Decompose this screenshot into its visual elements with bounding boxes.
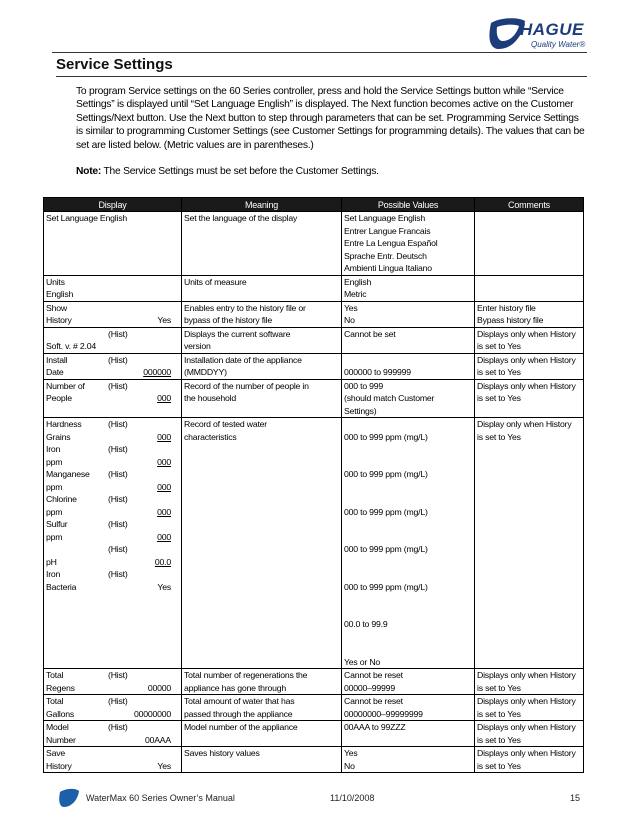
meaning-cell (182, 747, 342, 773)
display-label: Chlorine (46, 494, 77, 504)
display-line (46, 276, 179, 289)
comments-cell (475, 327, 584, 353)
display-label: History (46, 315, 72, 325)
display-value: Yes (157, 760, 171, 771)
header-meaning: Meaning (182, 198, 342, 212)
values-cell (342, 379, 475, 418)
display-value (142, 518, 179, 531)
display-value (108, 288, 179, 301)
display-line (46, 734, 179, 747)
display-line (46, 518, 179, 531)
display-label: Grains (46, 431, 71, 442)
values-line: 00AAA to 99ZZZ (344, 722, 406, 732)
values-line (344, 593, 472, 606)
comments-line: is set to Yes (477, 431, 521, 442)
comments-line: is set to Yes (477, 341, 521, 351)
values-line: Cannot be reset (344, 696, 403, 706)
values-cell (342, 301, 475, 327)
display-cell (44, 379, 182, 418)
comments-cell (475, 275, 584, 301)
meaning-cell (182, 212, 342, 276)
intro-paragraph: To program Service settings on the 60 Series controller, press and hold the Service Settings button while “Service Settings” is displayed until “Set Language English” is displayed. The Next function becomes active on the Customer Settings/Next button. Use the Next button to step through parameters that can be set. Programming Service Settings is similar to programming Customer Settings (see Customer Settings for programming details). The values that can be set are listed below. (Metric values are in parentheses.) (76, 86, 585, 151)
display-hist: (Hist) (108, 519, 128, 529)
display-line (46, 328, 179, 341)
display-value: 00000 (147, 682, 171, 693)
display-value (142, 354, 179, 367)
meaning-line: Record of tested water (184, 419, 268, 429)
display-line (46, 354, 179, 367)
values-line: 00.0 to 99.9 (344, 619, 388, 629)
display-line (46, 468, 179, 481)
comments-line: Enter history file (477, 302, 536, 313)
comments-cell (475, 418, 584, 669)
comments-line: is set to Yes (477, 367, 521, 377)
meaning-cell (182, 418, 342, 669)
values-line: No (344, 760, 355, 771)
display-value (142, 418, 179, 431)
comments-line: Displays only when History (477, 696, 576, 706)
display-label: Install (46, 354, 68, 365)
meaning-line: the household (184, 393, 236, 403)
values-cell (342, 669, 475, 695)
header-display: Display (44, 198, 182, 212)
values-line: Set Language English (344, 213, 426, 223)
meaning-line: version (184, 341, 211, 351)
meaning-line: appliance has gone through (184, 682, 287, 693)
display-label: Total (46, 696, 64, 706)
logo-brand-text: HAGUE (520, 20, 584, 39)
values-line: Yes (344, 302, 358, 313)
meaning-line: Saves history values (184, 748, 260, 758)
display-hist: (Hist) (108, 722, 128, 732)
display-value (108, 276, 179, 289)
display-value: 00000000 (133, 708, 171, 719)
display-label: ppm (46, 531, 63, 542)
values-line: Ambienti Lingua Italiano (344, 263, 432, 273)
display-label: Soft. v. # 2.04 (46, 341, 96, 351)
hague-logo (487, 15, 605, 57)
display-cell (44, 721, 182, 747)
display-hist: (Hist) (108, 670, 128, 680)
footer-date: 11/10/2008 (330, 793, 375, 803)
display-hist: (Hist) (108, 494, 128, 504)
display-line (46, 682, 179, 695)
table-row (44, 353, 584, 379)
display-value (127, 212, 179, 225)
comments-cell (475, 212, 584, 276)
display-line (46, 366, 179, 379)
meaning-line: Total number of regenerations the (184, 670, 308, 680)
display-cell (44, 212, 182, 276)
comments-line: Displays only when History (477, 380, 576, 391)
display-label: Set Language English (46, 213, 128, 223)
section-rule (56, 76, 587, 77)
display-value (142, 380, 179, 393)
display-label: Date (46, 367, 64, 377)
display-label: Number of (46, 380, 85, 391)
display-line (46, 531, 179, 544)
table-header-row (44, 198, 584, 212)
comments-line: is set to Yes (477, 393, 521, 403)
display-value: 000 (157, 393, 171, 403)
comments-line: Bypass history file (477, 315, 544, 325)
comments-line: Displays only when History (477, 748, 576, 758)
display-label (46, 543, 108, 556)
display-label: Units (46, 276, 65, 287)
comments-cell (475, 669, 584, 695)
values-line (344, 518, 472, 531)
display-value: 000 (157, 431, 171, 442)
display-hist: (Hist) (108, 569, 128, 579)
comments-line: is set to Yes (477, 760, 521, 771)
display-hist: (Hist) (108, 696, 128, 706)
values-line: Entre La Lengua Español (344, 238, 438, 248)
display-hist: (Hist) (108, 354, 128, 365)
comments-cell (475, 353, 584, 379)
values-line: Settings) (344, 405, 377, 416)
values-line (344, 556, 472, 569)
display-line (46, 314, 179, 327)
meaning-cell (182, 301, 342, 327)
comments-line: Displays only when History (477, 722, 576, 732)
display-line (46, 456, 179, 469)
display-value (108, 302, 179, 315)
display-value: 00AAA (144, 734, 171, 745)
comments-line: is set to Yes (477, 708, 521, 719)
display-value: 000 (157, 506, 171, 517)
values-line: 000 to 999 ppm (mg/L) (344, 544, 428, 554)
display-line (46, 747, 179, 760)
table-body (44, 212, 584, 773)
values-line (344, 531, 472, 544)
values-line (344, 493, 472, 506)
display-label: pH (46, 556, 57, 567)
values-line: Yes or No (344, 656, 381, 667)
values-line: Cannot be reset (344, 670, 403, 680)
comments-line: Displays only when History (477, 670, 576, 680)
display-cell (44, 353, 182, 379)
display-line (46, 392, 179, 405)
values-line: 000000 to 999999 (344, 367, 411, 377)
display-line (46, 302, 179, 315)
values-line: 000 to 999 ppm (mg/L) (344, 431, 428, 442)
logo-tagline: Quality Water® (531, 40, 586, 49)
meaning-cell (182, 695, 342, 721)
values-cell (342, 695, 475, 721)
values-line: Metric (344, 289, 367, 299)
display-label: ppm (46, 506, 63, 517)
values-cell (342, 275, 475, 301)
table-row (44, 379, 584, 418)
values-line: Yes (344, 748, 358, 758)
values-line: 000 to 999 ppm (mg/L) (344, 469, 428, 479)
display-label: Hardness (46, 419, 82, 429)
meaning-line: Record of the number of people in (184, 380, 309, 391)
display-label: History (46, 760, 72, 771)
display-line (46, 288, 179, 301)
comments-line: Displays only when History (477, 354, 576, 365)
display-value: Yes (157, 315, 171, 325)
meaning-line: Enables entry to the history file or (184, 302, 306, 313)
display-label: Number (46, 734, 76, 745)
display-hist: (Hist) (108, 328, 128, 339)
comments-line: Display only when History (477, 419, 572, 429)
display-label: Show (46, 302, 67, 313)
values-line: Cannot be set (344, 328, 396, 339)
meaning-line: Installation date of the appliance (184, 354, 302, 365)
comments-cell (475, 747, 584, 773)
section-title: Service Settings (56, 56, 173, 73)
display-value (142, 468, 179, 481)
meaning-line: characteristics (184, 431, 237, 442)
meaning-cell (182, 669, 342, 695)
meaning-line: Displays the current software (184, 328, 291, 339)
comments-cell (475, 721, 584, 747)
display-line (46, 695, 179, 708)
comments-line: is set to Yes (477, 734, 521, 745)
display-value (142, 543, 179, 556)
display-label: Save (46, 748, 66, 758)
display-label (46, 328, 108, 341)
display-value (142, 443, 179, 456)
values-line: 000 to 999 ppm (mg/L) (344, 506, 428, 517)
display-line (46, 543, 179, 556)
table-row (44, 695, 584, 721)
meaning-cell (182, 275, 342, 301)
values-line (344, 606, 472, 619)
display-value: 00.0 (154, 556, 171, 567)
footer-page-number: 15 (570, 793, 581, 803)
display-line (46, 721, 179, 734)
display-label: Bacteria (46, 581, 77, 592)
display-cell (44, 275, 182, 301)
display-cell (44, 301, 182, 327)
comments-cell (475, 695, 584, 721)
display-line (46, 669, 179, 682)
table-row (44, 747, 584, 773)
note (76, 166, 379, 177)
header-rule (52, 52, 587, 53)
values-cell (342, 418, 475, 669)
table-row (44, 721, 584, 747)
header-comments: Comments (475, 198, 584, 212)
values-line (344, 568, 472, 581)
display-label: People (46, 393, 72, 403)
meaning-line: bypass of the history file (184, 315, 272, 325)
values-line: 00000–99999 (344, 682, 395, 693)
display-value: 000 (157, 456, 171, 467)
display-line (46, 443, 179, 456)
values-line: Sprache Entr. Deutsch (344, 250, 427, 261)
meaning-line: Model number of the appliance (184, 722, 298, 732)
display-value (142, 493, 179, 506)
display-label: Gallons (46, 708, 75, 719)
values-line (344, 631, 472, 644)
display-label: ppm (46, 481, 63, 492)
note-label: Note: (76, 166, 102, 177)
header-possible-values: Possible Values (342, 198, 475, 212)
comments-line: Displays only when History (477, 328, 576, 339)
display-value: 000 (157, 481, 171, 492)
footer-drop-icon (58, 788, 80, 808)
values-line (344, 643, 472, 656)
meaning-line: passed through the appliance (184, 708, 293, 719)
note-text: The Service Settings must be set before the Customer Settings. (101, 166, 379, 177)
comments-cell (475, 379, 584, 418)
display-value: 000 (157, 531, 171, 542)
values-line (344, 443, 472, 456)
meaning-cell (182, 721, 342, 747)
display-hist: (Hist) (108, 469, 128, 479)
display-value (108, 747, 179, 760)
table-row (44, 275, 584, 301)
display-value (142, 721, 179, 734)
values-cell (342, 353, 475, 379)
values-line (344, 456, 472, 469)
display-line (46, 708, 179, 721)
footer-manual-title: WaterMax 60 Series Owner’s Manual (86, 793, 235, 803)
values-line: English (344, 276, 372, 287)
display-line (46, 493, 179, 506)
values-cell (342, 327, 475, 353)
display-line (46, 340, 179, 353)
meaning-cell (182, 353, 342, 379)
table-row (44, 327, 584, 353)
values-cell (342, 721, 475, 747)
display-line (46, 212, 179, 225)
values-line: 000 to 999 (344, 380, 384, 391)
display-line (46, 506, 179, 519)
values-cell (342, 747, 475, 773)
values-cell (342, 212, 475, 276)
display-cell (44, 669, 182, 695)
table-row (44, 212, 584, 276)
values-line: 000 to 999 ppm (mg/L) (344, 581, 428, 592)
values-line: 00000000–99999999 (344, 708, 423, 719)
display-hist: (Hist) (108, 544, 128, 554)
meaning-line: Units of measure (184, 276, 247, 287)
values-line (344, 354, 472, 367)
display-hist: (Hist) (108, 444, 128, 454)
display-label: Sulfur (46, 519, 68, 529)
service-settings-table (43, 197, 584, 773)
display-cell (44, 695, 182, 721)
display-value (108, 340, 179, 353)
display-label: ppm (46, 456, 63, 467)
values-line (344, 481, 472, 494)
meaning-line: Set the language of the display (184, 213, 298, 223)
comments-cell (475, 301, 584, 327)
values-line: Entrer Langue Francais (344, 225, 431, 236)
display-value (142, 695, 179, 708)
table-row (44, 669, 584, 695)
display-line (46, 481, 179, 494)
table-row (44, 301, 584, 327)
display-value: Yes (157, 581, 171, 592)
display-label: Iron (46, 569, 61, 579)
display-value: 000000 (143, 367, 171, 377)
display-label: Model (46, 722, 69, 732)
display-line (46, 568, 179, 581)
display-line (46, 380, 179, 393)
display-hist: (Hist) (108, 380, 128, 391)
table-row (44, 418, 584, 669)
display-line (46, 556, 179, 569)
display-cell (44, 418, 182, 669)
meaning-line: (MMDDYY) (184, 367, 227, 377)
display-cell (44, 747, 182, 773)
display-line (46, 418, 179, 431)
values-line: No (344, 315, 355, 325)
display-line (46, 431, 179, 444)
display-label: Regens (46, 682, 75, 693)
meaning-cell (182, 379, 342, 418)
meaning-cell (182, 327, 342, 353)
display-label: Iron (46, 444, 61, 454)
display-value (142, 328, 179, 341)
display-cell (44, 327, 182, 353)
meaning-line: Total amount of water that has (184, 696, 295, 706)
display-hist: (Hist) (108, 419, 128, 429)
display-value (142, 669, 179, 682)
values-line: (should match Customer (344, 393, 435, 403)
values-line (344, 418, 472, 431)
display-line (46, 581, 179, 594)
display-label: Total (46, 670, 64, 680)
display-label: English (46, 289, 74, 299)
display-label: Manganese (46, 469, 90, 479)
display-value (142, 568, 179, 581)
comments-line: is set to Yes (477, 682, 521, 693)
display-line (46, 760, 179, 773)
